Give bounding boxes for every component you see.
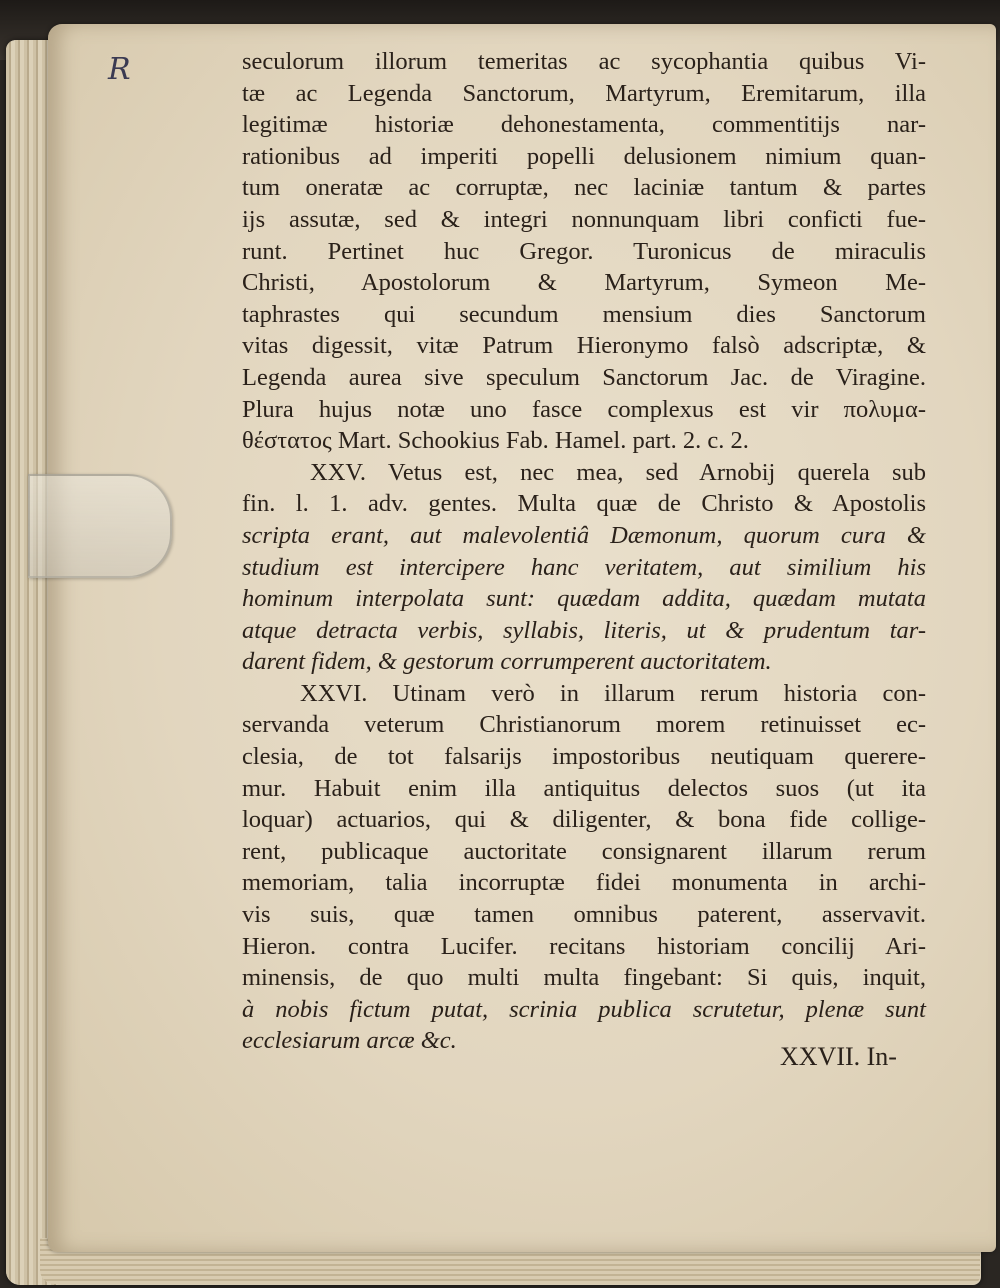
margin-mark: R xyxy=(108,52,131,87)
text-line: Plura hujus notæ uno fasce complexus est vir πολυμα- xyxy=(242,395,926,423)
catchword: XXVII. In- xyxy=(780,1042,897,1071)
text-line: vis suis, quæ tamen omnibus paterent, asservavit. xyxy=(242,901,926,929)
text-line: legitimæ historiæ dehonestamenta, commentitijs nar- xyxy=(242,111,926,139)
text-line: vitas digessit, vitæ Patrum Hieronymo falsò adscriptæ, & xyxy=(242,332,926,360)
text-line: XXV. Vetus est, nec mea, sed Arnobij querela sub xyxy=(310,458,926,486)
text-line: clesia, de tot falsarijs impostoribus neutiquam querere- xyxy=(242,743,926,771)
text-line: θέστατος Mart. Schookius Fab. Hamel. part. 2. c. 2. xyxy=(242,427,749,455)
text-line: darent fidem, & gestorum corrumperent auctoritatem. xyxy=(242,648,772,676)
text-line: Hieron. contra Lucifer. recitans historiam concilij Ari- xyxy=(242,932,926,960)
text-line: ecclesiarum arcæ &c. xyxy=(242,1027,457,1055)
text-line: scripta erant, aut malevolentiâ Dæmonum, quorum cura & xyxy=(242,521,926,549)
text-line: XXVI. Utinam verò in illarum rerum historia con- xyxy=(300,679,926,707)
bookmark-tab xyxy=(28,474,172,578)
text-line: à nobis fictum putat, scrinia publica scrutetur, plenæ sunt xyxy=(242,995,926,1023)
text-line: seculorum illorum temeritas ac sycophantia quibus Vi- xyxy=(242,48,926,75)
text-line: tum oneratæ ac corruptæ, nec laciniæ tantum & partes xyxy=(242,174,926,202)
text-line: minensis, de quo multi multa fingebant: Si quis, inquit, xyxy=(242,964,926,992)
text-line: Christi, Apostolorum & Martyrum, Symeon Me- xyxy=(242,269,926,297)
text-line: servanda veterum Christianorum morem retinuisset ec- xyxy=(242,711,926,739)
text-line: studium est intercipere hanc veritatem, aut similium his xyxy=(242,553,926,581)
text-line: hominum interpolata sunt: quædam addita, quædam mutata xyxy=(242,585,926,613)
text-line: tæ ac Legenda Sanctorum, Martyrum, Eremitarum, illa xyxy=(242,79,926,107)
text-line: mur. Habuit enim illa antiquitus delectos suos (ut ita xyxy=(242,774,926,802)
page-text xyxy=(242,46,926,1057)
text-line: taphrastes qui secundum mensium dies Sanctorum xyxy=(242,300,926,328)
text-line: loquar) actuarios, qui & diligenter, & bona fide collige- xyxy=(242,806,926,834)
text-line: rent, publicaque auctoritate consignarent illarum rerum xyxy=(242,837,926,865)
text-line: memoriam, talia incorruptæ fidei monumenta in archi- xyxy=(242,869,926,897)
text-line: fin. l. 1. adv. gentes. Multa quæ de Christo & Apostolis xyxy=(242,490,926,518)
text-line: ijs assutæ, sed & integri nonnunquam libri conficti fue- xyxy=(242,205,926,233)
text-line: rationibus ad imperiti popelli delusionem nimium quan- xyxy=(242,142,926,170)
text-line: atque detracta verbis, syllabis, literis, ut & prudentum tar- xyxy=(242,616,926,644)
text-line: runt. Pertinet huc Gregor. Turonicus de miraculis xyxy=(242,237,926,265)
text-line: Legenda aurea sive speculum Sanctorum Jac. de Viragine. xyxy=(242,363,926,391)
